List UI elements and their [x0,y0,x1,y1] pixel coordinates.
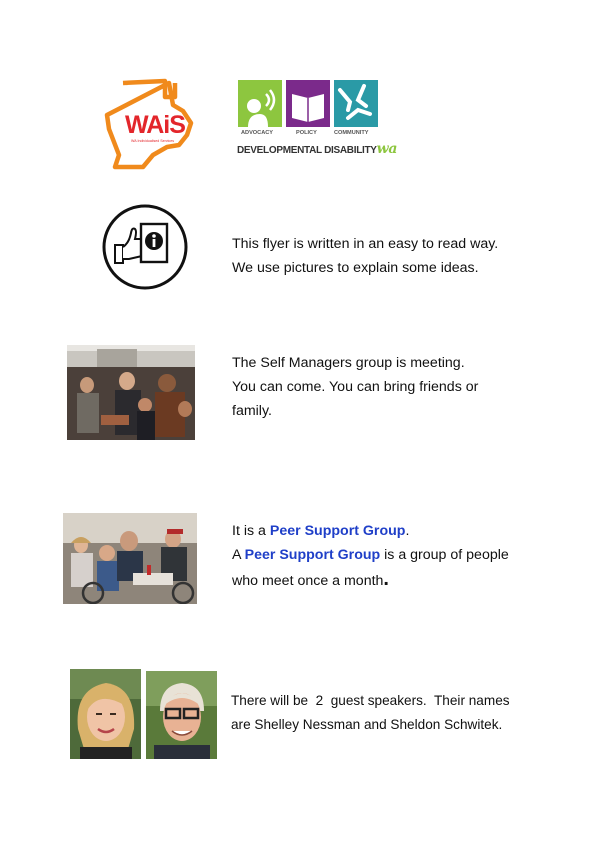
ddwa-suffix: wa [376,141,398,157]
meeting-line-1: The Self Managers group is meeting. [232,355,465,371]
meeting-line-2: You can come. You can bring friends or [232,379,479,395]
meeting-photo [67,345,195,440]
peer-line-1-post: . [405,523,410,539]
ddwa-label-advocacy: ADVOCACY [241,130,274,136]
peer-support-highlight-2: Peer Support Group [244,547,381,563]
ddwa-label-policy: POLICY [296,130,317,136]
community-icon [334,80,378,127]
peer-line-2-post: is a group of people [380,547,509,563]
peer-line-1-pre: It is a [232,523,270,539]
ddwa-logo [237,80,398,158]
thumbs-up-info-icon [101,203,189,291]
easy-read-line-1: This flyer is written in an easy to read way. [232,236,499,252]
peer-line-3-text: who meet once a month [232,573,384,589]
meeting-line-3: family. [232,403,272,419]
ddwa-label-community: COMMUNITY [334,130,369,136]
speakers-line-1: There will be 2 guest speakers. Their names [231,693,510,708]
speaker-photo-sheldon [146,671,217,759]
peer-line-3-end: . [383,568,389,590]
peer-support-highlight: Peer Support Group [269,523,406,539]
ddwa-name [237,141,397,157]
wais-logo-name: WAiS [125,111,185,139]
wais-logo [103,75,198,170]
peer-line-2 [232,543,552,567]
meeting-text [232,351,552,423]
wais-logo-tagline: WA Individualised Services [131,139,175,143]
ddwa-name-text: DEVELOPMENTAL DISABILITY [237,145,377,156]
peer-line-2-pre: A [232,547,245,563]
peer-support-photo [63,513,197,604]
peer-support-text [232,519,552,593]
policy-icon [286,80,330,127]
peer-line-3 [232,567,552,593]
speakers-line-2: are Shelley Nessman and Sheldon Schwitek. [231,717,503,732]
peer-line-1 [232,519,552,543]
easy-read-text [232,232,552,280]
speaker-photo-shelley [70,669,141,759]
speakers-text [231,689,561,737]
advocacy-icon [238,80,282,127]
easy-read-line-2: We use pictures to explain some ideas. [232,260,479,276]
